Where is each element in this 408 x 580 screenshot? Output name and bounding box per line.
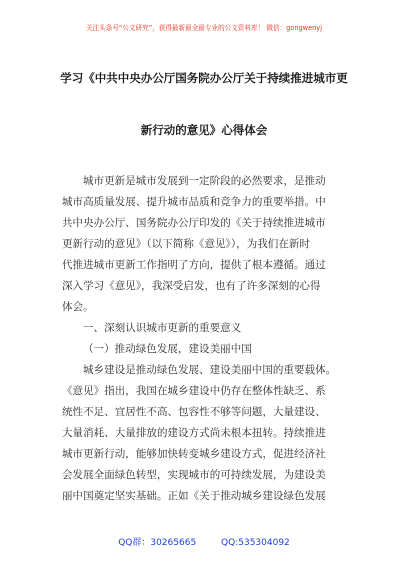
subsection-heading: （一）推动绿色发展，建设美丽中国 [83,343,252,355]
body-line: 城市更新是城市发展到一定阶段的必然要求，是推动 [83,175,326,187]
header-banner: 关注头条号“公文研究”，获得最新最全最专业的公文资料库！ 微信：gongwenyj [85,24,323,32]
footer-qq-group: QQ群：30265665 [118,538,197,548]
body-line: 深入学习《意见》，我深受启发，也有了许多深刻的心得 [62,280,321,292]
body-line: 体会。 [62,301,94,313]
document-title-line-2: 新行动的意见》心得体会 [140,123,268,137]
body-line: 会发展全面绿色转型，实现城市的可持续发展，为建设美 [62,469,326,481]
footer-contact [0,535,408,548]
body-line: 代推进城市更新工作指明了方向，提供了根本遵循。通过 [62,259,326,271]
body-line: 更新行动的意见》（以下简称《意见》），为我们在新时 [62,238,310,250]
body-line: 大量消耗、大量排放的建设方式尚未根本扭转。持续推进 [62,427,326,439]
section-heading: 一、深刻认识城市更新的重要意义 [83,322,242,334]
body-line: 丽中国奠定坚实基础。正如《关于推动城乡建设绿色发展 [62,490,326,502]
footer-qq-number: QQ:535304092 [221,538,290,548]
document-body [62,171,358,507]
document-title-line-1: 学习《中共中央办公厅国务院办公厅关于持续推进城市更 [60,71,348,85]
body-line: 城市高质量发展、提升城市品质和竞争力的重要举措。中 [62,196,326,208]
body-line: 统性不足、宜居性不高、包容性不够等问题，大量建设、 [62,406,326,418]
body-line: 城市更新行动，能够加快转变城乡建设方式，促进经济社 [62,448,326,460]
body-line: 《意见》指出，我国在城乡建设中仍存在整体性缺乏、系 [62,385,326,397]
body-line: 共中央办公厅、国务院办公厅印发的《关于持续推进城市 [62,217,326,229]
body-line: 城乡建设是推动绿色发展、建设美丽中国的重要载体。 [83,364,337,376]
